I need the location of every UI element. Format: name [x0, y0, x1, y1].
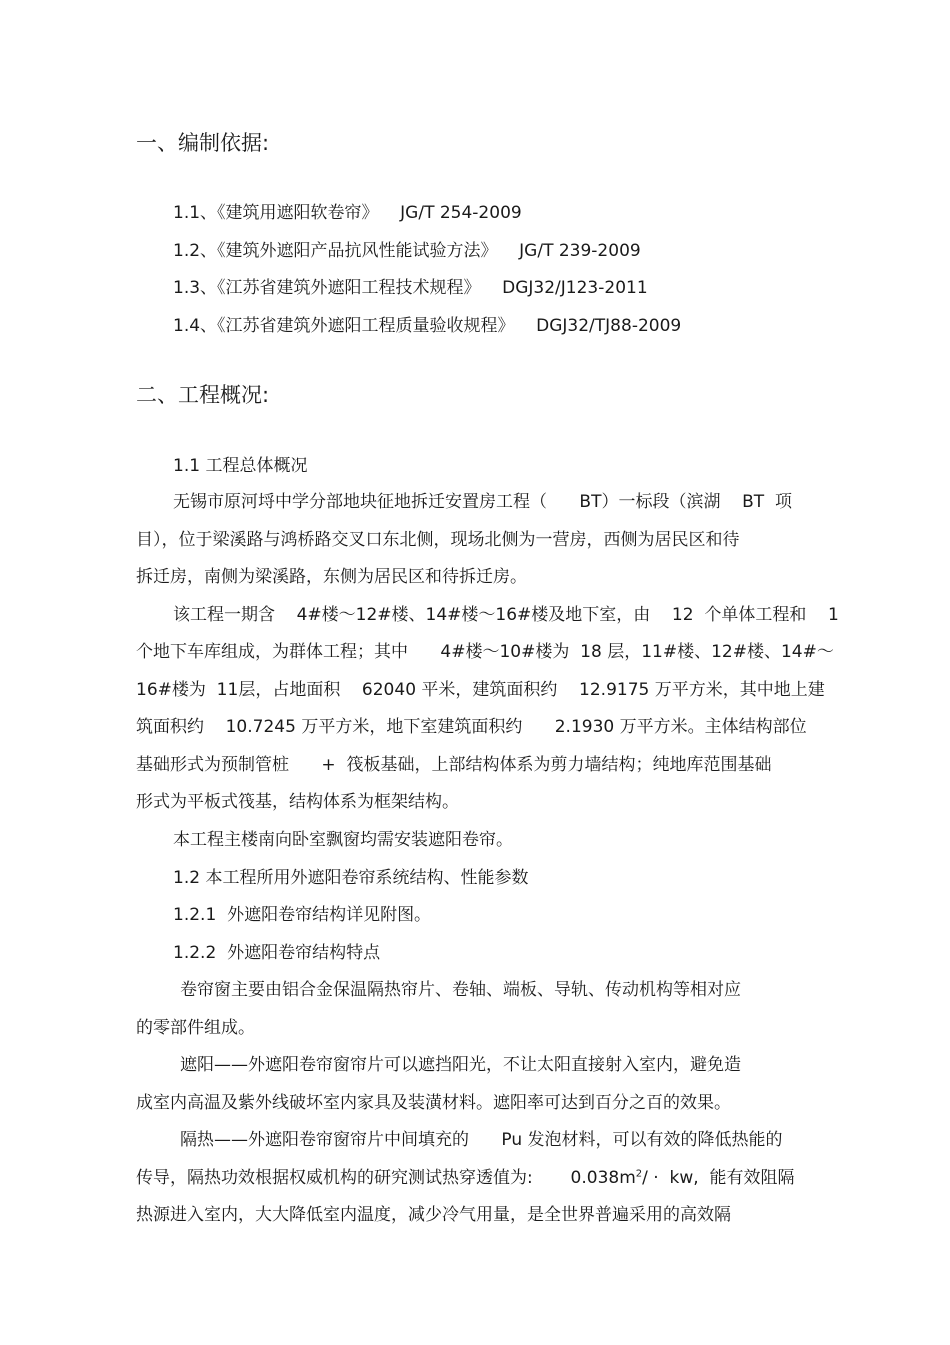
paragraph-line: 拆迁房，南侧为梁溪路，东侧为居民区和待拆迁房。: [136, 567, 527, 587]
paragraph-line: 该工程一期含 4#楼～12#楼、14#楼～16#楼及地下室，由 12 个单体工程和 1: [173, 605, 839, 625]
subheading-1-2-1: 1.2.1 外遮阳卷帘结构详见附图。: [173, 905, 432, 925]
paragraph-line: [136, 1167, 794, 1189]
reference-item: 1.1、《建筑用遮阳软卷帘》 JG/T 254-2009: [173, 203, 522, 223]
paragraph-line: 个地下车库组成，为群体工程；其中 4#楼～10#楼为 18 层，11#楼、12#楼、14#～: [136, 642, 834, 662]
section-heading-overview: 二、工程概况:: [136, 383, 270, 407]
subheading-1-2-2: 1.2.2 外遮阳卷帘结构特点: [173, 943, 381, 963]
paragraph-line: 16#楼为 11层，占地面积 62040 平米，建筑面积约 12.9175 万平方米，其中地上建: [136, 680, 825, 700]
paragraph-line: 卷帘窗主要由铝合金保温隔热帘片、卷轴、端板、导轨、传动机构等相对应: [180, 980, 741, 1000]
text-run: 传导，隔热功效根据权威机构的研究测试热穿透值为: 0.038m: [136, 1168, 636, 1188]
reference-item: 1.3、《江苏省建筑外遮阳工程技术规程》 DGJ32/J123-2011: [173, 278, 648, 298]
section-heading-basis: 一、编制依据:: [136, 131, 270, 155]
paragraph-line: 的零部件组成。: [136, 1018, 255, 1038]
superscript: 2: [635, 1168, 643, 1180]
reference-item: 1.2、《建筑外遮阳产品抗风性能试验方法》 JG/T 239-2009: [173, 241, 641, 261]
paragraph-line: 本工程主楼南向卧室飘窗均需安装遮阳卷帘。: [173, 830, 513, 850]
paragraph-line: 目），位于梁溪路与鸿桥路交叉口东北侧，现场北侧为一营房，西侧为居民区和待: [136, 530, 740, 550]
paragraph-line: 遮阳——外遮阳卷帘窗帘片可以遮挡阳光，不让太阳直接射入室内，避免造: [180, 1055, 741, 1075]
paragraph-line: 形式为平板式筏基，结构体系为框架结构。: [136, 792, 459, 812]
paragraph-line: 成室内高温及紫外线破坏室内家具及装潢材料。遮阳率可达到百分之百的效果。: [136, 1093, 731, 1113]
subheading-1-1: 1.1 工程总体概况: [173, 456, 308, 476]
reference-item: 1.4、《江苏省建筑外遮阳工程质量验收规程》 DGJ32/TJ88-2009: [173, 316, 682, 336]
text-run: / · kw, 能有效阻隔: [642, 1168, 795, 1188]
paragraph-line: 筑面积约 10.7245 万平方米，地下室建筑面积约 2.1930 万平方米。主体结构部位: [136, 717, 807, 737]
paragraph-line: 热源进入室内，大大降低室内温度，减少冷气用量，是全世界普遍采用的高效隔: [136, 1205, 731, 1225]
paragraph-line: 无锡市原河埒中学分部地块征地拆迁安置房工程（ BT）一标段（滨湖 BT 项: [173, 492, 792, 512]
paragraph-line: 基础形式为预制管桩 + 筏板基础，上部结构体系为剪力墙结构；纯地库范围基础: [136, 755, 772, 775]
subheading-1-2: 1.2 本工程所用外遮阳卷帘系统结构、性能参数: [173, 868, 529, 888]
paragraph-line: 隔热——外遮阳卷帘窗帘片中间填充的 Pu 发泡材料，可以有效的降低热能的: [180, 1130, 783, 1150]
